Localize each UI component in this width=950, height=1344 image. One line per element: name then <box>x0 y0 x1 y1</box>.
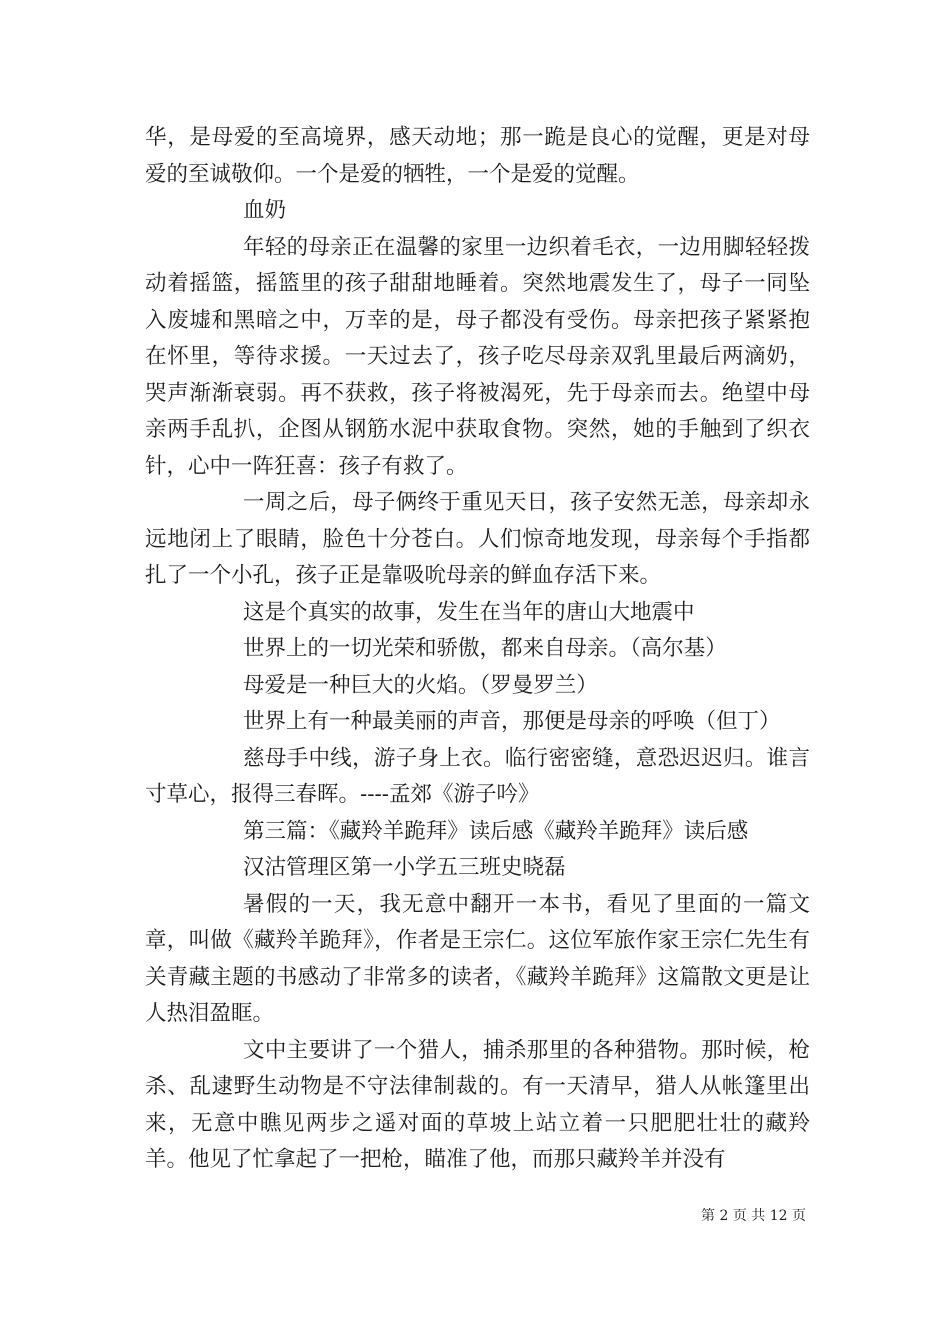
poem-youziyin: 慈母手中线，游子身上衣。临行密密缝，意恐迟迟归。谁言寸草心，报得三春晖。----孟郊《游子吟》 <box>145 745 810 807</box>
section-title-chapter-three: 第三篇：《藏羚羊跪拜》读后感《藏羚羊跪拜》读后感 <box>243 818 749 844</box>
paragraph-continuation: 华，是母爱的至高境界，感天动地；那一跪是良心的觉醒，更是对母爱的至诚敬仰。一个是爱的牺牲，一个是爱的觉醒。 <box>145 125 810 187</box>
paragraph-earthquake-story: 年轻的母亲正在温馨的家里一边织着毛衣，一边用脚轻轻拨动着摇篮，摇篮里的孩子甜甜地睡着。突然地震发生了，母子一同坠入废墟和黑暗之中，万幸的是，母子都没有受伤。母亲把孩子紧紧抱在怀里，等待求援。一天过去了，孩子吃尽母亲双乳里最后两滴奶，哭声渐渐衰弱。再不获救，孩子将被渴死，先于母亲而去。绝望中母亲两手乱扒，企图从钢筋水泥中获取食物。突然，她的手触到了织衣针，心中一阵狂喜：孩子有救了。 <box>145 234 810 479</box>
paragraph-summer-reading: 暑假的一天，我无意中翻开一本书，看见了里面的一篇文章，叫做《藏羚羊跪拜》，作者是王宗仁。这位军旅作家王宗仁先生有关青藏主题的书感动了非常多的读者，《藏羚羊跪拜》这篇散文更是让人热泪盈眶。 <box>145 891 810 1026</box>
body-text <box>145 120 810 1179</box>
page-number-footer: 第 2 页 共 12 页 <box>701 1208 806 1224</box>
paragraph-true-story: 这是个真实的故事，发生在当年的唐山大地震中 <box>243 599 695 625</box>
quote-rolland: 母爱是一种巨大的火焰。（罗曼罗兰） <box>243 672 598 698</box>
paragraph-hunter-story: 文中主要讲了一个猎人，捕杀那里的各种猎物。那时候，枪杀、乱逮野生动物是不守法律制裁的。有一天清早，猎人从帐篷里出来，无意中瞧见两步之遥对面的草坡上站立着一只肥肥壮壮的藏羚羊。他见了忙拿起了一把枪，瞄准了他，而那只藏羚羊并没有 <box>145 1037 810 1172</box>
author-line: 汉沽管理区第一小学五三班史晓磊 <box>243 855 566 880</box>
section-title-blood-milk: 血奶 <box>243 198 287 223</box>
quote-gorky: 世界上的一切光荣和骄傲，都来自母亲。（高尔基） <box>243 636 727 661</box>
quote-dante: 世界上有一种最美丽的声音，那便是母亲的呼唤（但丁） <box>243 709 781 734</box>
paragraph-rescue: 一周之后，母子俩终于重见天日，孩子安然无恙，母亲却永远地闭上了眼睛，脸色十分苍白。人们惊奇地发现，母亲每个手指都扎了一个小孔，孩子正是靠吸吮母亲的鲜血存活下来。 <box>145 490 810 588</box>
